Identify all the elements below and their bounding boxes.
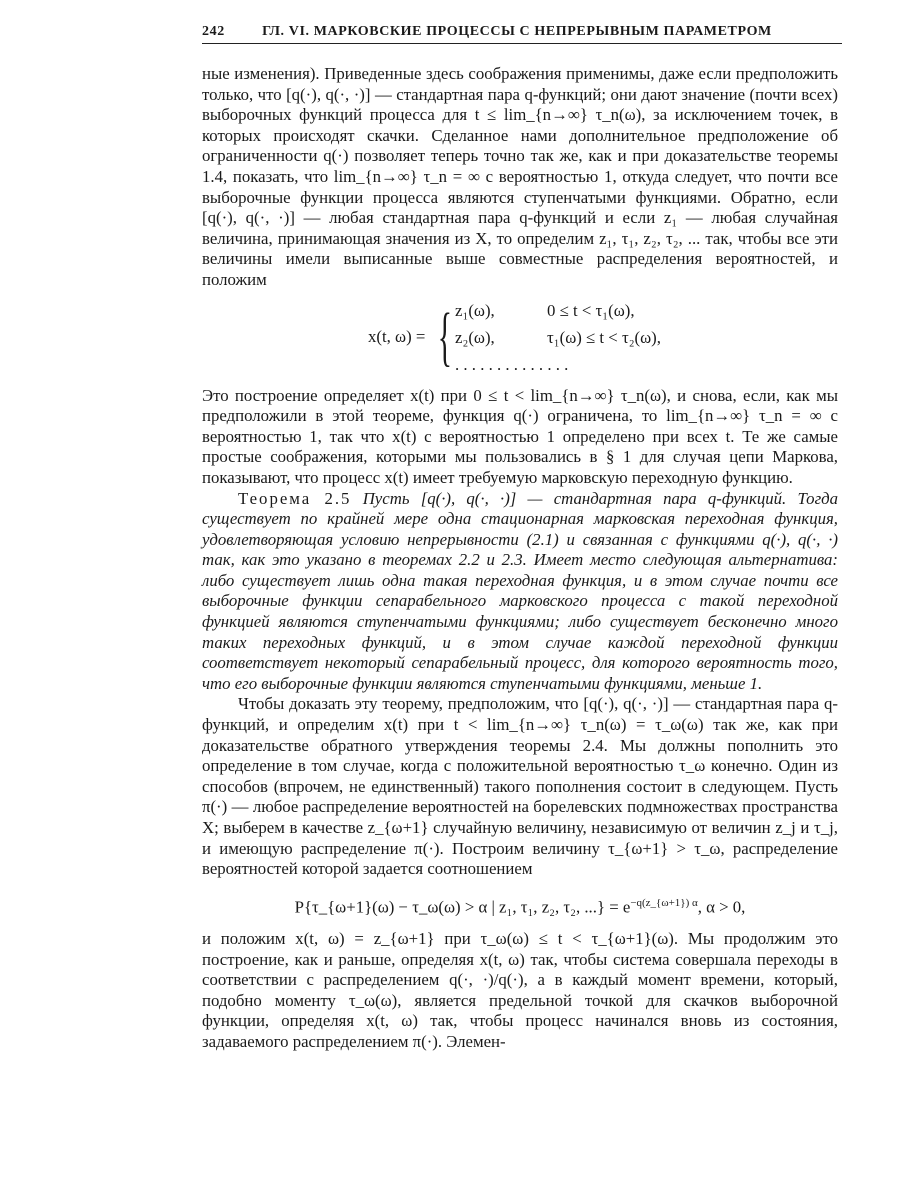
left-brace-symbol: { <box>438 300 453 374</box>
body-text <box>202 64 838 1053</box>
page-number: 242 <box>202 24 225 39</box>
theorem-label: Теорема 2.5 <box>238 488 352 508</box>
case-condition: 0 ≤ t < τ₁(ω), <box>547 300 635 320</box>
case-row-3: . . . . . . . . . . . . . . <box>455 354 569 374</box>
case-row-2 <box>455 324 661 351</box>
paragraph-5: и положим x(t, ω) = z_{ω+1} при τ_ω(ω) ≤ t < τ_{ω+1}(ω). Мы продолжим это построение, как и раньше, определяя x(t, ω) так, чтобы система совершала переходы в соответствии с распределением q(·, ·)/q(·), а в каждый момент времени, который, подобно моменту τ_ω(ω), является предельной точкой для скачков выборочной функции, определяя x(t, ω) так, чтобы процесс начинался вновь из состояния, задаваемого распределением π(·). Элемен- <box>202 928 838 1051</box>
running-title: ГЛ. VI. МАРКОВСКИЕ ПРОЦЕССЫ С НЕПРЕРЫВНЫМ ПАРАМЕТРОМ <box>262 24 772 39</box>
formula-lhs: x(t, ω) = <box>368 327 426 347</box>
probability-formula <box>202 892 838 919</box>
running-header <box>202 24 842 44</box>
case-value: z₂(ω), <box>455 327 495 347</box>
formula-rhs: , α > 0, <box>697 897 746 917</box>
case-row-1 <box>455 297 661 324</box>
piecewise-formula <box>368 297 838 378</box>
paragraph-1: ные изменения). Приведенные здесь соображения применимы, даже если предположить только, что [q(·), q(·, ·)] — стандартная пара q-функций; они дают значение (почти всех) выборочных функций процесса для t ≤ lim_{n→∞} τ_n(ω), за исключением точек, в которых происходят скачки. Сделанное нами дополнительное предположение об ограниченности q(·) позволяет теперь точно так же, как и при доказательстве теоремы 1.4, показать, что lim_{n→∞} τ_n = ∞ с вероятностью 1, откуда следует, что почти все выборочные функции процесса являются ступенчатыми функциями. Обратно, если [q(·), q(·, ·)] — любая стандартная пара q-функций и если z₁ — любая случайная величина, принимающая значения из X, то определим z₁, τ₁, z₂, τ₂, ... так, чтобы все эти величины имели выписанные выше совместные распределения вероятностей, и положим <box>202 64 838 289</box>
paragraph-2: Это построение определяет x(t) при 0 ≤ t < lim_{n→∞} τ_n(ω), и снова, если, как мы предположили в этой теореме, функция q(·) ограничена, то lim_{n→∞} τ_n = ∞ с вероятностью 1, так что x(t) с вероятностью 1 определено при всех t. Те же самые простые соображения, которыми мы пользовались в § 1 для случая цепи Маркова, показывают, что процесс x(t) имеет требуемую марковскую переходную функцию. <box>202 385 838 487</box>
paragraph-proof: Чтобы доказать эту теорему, предположим, что [q(·), q(·, ·)] — стандартная пара q-функций, и определим x(t) при t < lim_{n→∞} τ_n(ω) = τ_ω(ω) так же, как при доказательстве обратного утверждения теоремы 2.4. Мы должны пополнить это определение в том случае, когда с положительной вероятностью τ_ω конечно. Один из способов (впрочем, не единственный) такого пополнения состоит в следующем. Пусть π(·) — любое распределение вероятностей на борелевских подмножествах пространства X; выберем в качестве z_{ω+1} случайную величину, независимую от величин z_j и τ_j, и имеющую распределение π(·). Построим величину τ_{ω+1} > τ_ω, распределение вероятностей которой задается соотношением <box>202 694 838 879</box>
theorem-2-5 <box>202 489 838 695</box>
theorem-statement: Пусть [q(·), q(·, ·)] — стандартная пара q-функций. Тогда существует по крайней мере одна стационарная марковская переходная функция, удовлетворяющая условию непрерывности (2.1) и связанная с функциями q(·), q(·, ·) так, как это указано в теоремах 2.2 и 2.3. Имеет место следующая альтернатива: либо существует лишь одна такая переходная функция, и в этом случае почти все выборочные функции сепарабельного марковского процесса с такой переходной функцией являются ступенчатыми функциями; либо существует бесконечно много таких переходных функций, и в этом случае каждой переходной функции соответствует некоторый сепарабельный процесс, для которого вероятность того, что его выборочные функции являются ступенчатыми функциями, меньше 1. <box>202 488 838 693</box>
case-value: z₁(ω), <box>455 300 495 320</box>
formula-lhs: P{τ_{ω+1}(ω) − τ_ω(ω) > α | z₁, τ₁, z₂, τ₂, ...} = e <box>294 897 631 917</box>
formula-cases <box>455 297 661 378</box>
formula-exponent: −q(z_{ω+1}) α <box>630 896 698 909</box>
case-condition: τ₁(ω) ≤ t < τ₂(ω), <box>547 327 661 347</box>
